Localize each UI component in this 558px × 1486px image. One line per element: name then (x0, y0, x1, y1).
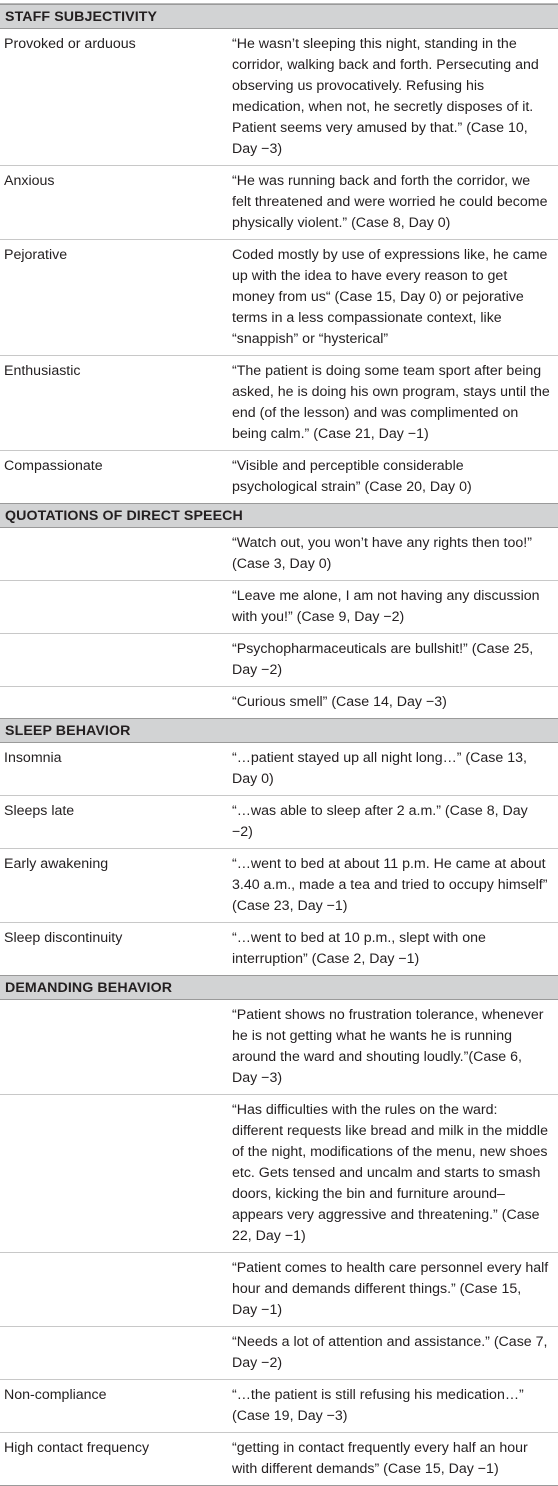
table-row (0, 743, 558, 795)
row-quote: “Curious smell” (Case 14, Day −3) (232, 694, 447, 710)
row-quote: “Patient shows no frustration tolerance, whenever he is not getting what he wants he is running around the ward and shouting loudly.”(Case 6, Day −3) (232, 1007, 544, 1086)
row-label: Sleeps late (4, 803, 75, 819)
table-row (0, 1432, 558, 1485)
row-quote: “Watch out, you won’t have any rights then too!” (Case 3, Day 0) (232, 535, 532, 572)
row-label: High contact frequency (4, 1440, 150, 1456)
row-quote: “…the patient is still refusing his medication…” (Case 19, Day −3) (232, 1387, 524, 1424)
row-label: Insomnia (4, 750, 62, 766)
row-label: Compassionate (4, 458, 103, 474)
row-quote: “Needs a lot of attention and assistance.” (Case 7, Day −2) (232, 1334, 548, 1371)
table-row (0, 450, 558, 503)
row-label: Enthusiastic (4, 363, 81, 379)
table-row (0, 528, 558, 580)
table-row (0, 922, 558, 975)
table-row (0, 1326, 558, 1379)
table-row (0, 165, 558, 239)
row-quote: “Visible and perceptible considerable psychological strain” (Case 20, Day 0) (232, 458, 472, 495)
table-row (0, 239, 558, 355)
table-row (0, 795, 558, 848)
row-label: Non-compliance (4, 1387, 107, 1403)
row-quote: “Patient comes to health care personnel every half hour and demands different things.” (Case 15, Day −1) (232, 1260, 549, 1318)
section-header: QUOTATIONS OF DIRECT SPEECH (0, 503, 558, 528)
row-quote: “…went to bed at 10 p.m., slept with one interruption” (Case 2, Day −1) (232, 930, 486, 967)
row-quote: “…went to bed at about 11 p.m. He came at about 3.40 a.m., made a tea and tried to occupy himself” (Case 23, Day −1) (232, 856, 548, 914)
section-header: DEMANDING BEHAVIOR (0, 975, 558, 1000)
row-quote: “Has difficulties with the rules on the ward: different requests like bread and milk in the middle of the night, modifications of the menu, new shoes etc. Gets tensed and uncalm and starts to smash doors, kicking the bin and furniture around–appears very aggressive and threatening.” (Case 22, Day −1) (232, 1102, 548, 1244)
row-label: Anxious (4, 173, 55, 189)
table-row (0, 355, 558, 450)
table-row (0, 1094, 558, 1252)
table-row (0, 1379, 558, 1432)
row-quote: “He wasn’t sleeping this night, standing in the corridor, walking back and forth. Persecuting and observing us provocatively. Refusing his medication, when not, he secretly disposes of it. Patient seems very amused by that.” (Case 10, Day −3) (232, 36, 539, 157)
row-label: Pejorative (4, 247, 68, 263)
row-label: Provoked or arduous (4, 36, 136, 52)
row-quote: “…was able to sleep after 2 a.m.” (Case 8, Day −2) (232, 803, 528, 840)
table-body (0, 4, 558, 1485)
table-row (0, 633, 558, 686)
row-quote: Coded mostly by use of expressions like, he came up with the idea to have every reason to get money from us“ (Case 15, Day 0) or pejorative terms in a less compassionate context, like “snappish” or “hysterical” (232, 247, 548, 347)
row-label: Early awakening (4, 856, 109, 872)
section-header: STAFF SUBJECTIVITY (0, 4, 558, 29)
table-row (0, 686, 558, 718)
row-quote: “Leave me alone, I am not having any discussion with you!” (Case 9, Day −2) (232, 588, 540, 625)
row-quote: “Psychopharmaceuticals are bullshit!” (Case 25, Day −2) (232, 641, 534, 678)
table-row (0, 29, 558, 165)
table-row (0, 1252, 558, 1326)
row-quote: “The patient is doing some team sport after being asked, he is doing his own program, stays until the end (of the lesson) and was complimented on being calm.” (Case 21, Day −1) (232, 363, 550, 442)
table-row (0, 580, 558, 633)
row-quote: “He was running back and forth the corridor, we felt threatened and were worried he could become physically violent.” (Case 8, Day 0) (232, 173, 548, 231)
table-row (0, 848, 558, 922)
row-quote: “…patient stayed up all night long…” (Case 13, Day 0) (232, 750, 527, 787)
row-label: Sleep discontinuity (4, 930, 123, 946)
table-row (0, 1000, 558, 1094)
section-header: SLEEP BEHAVIOR (0, 718, 558, 743)
row-quote: “getting in contact frequently every half an hour with different demands” (Case 15, Day −1) (232, 1440, 528, 1477)
